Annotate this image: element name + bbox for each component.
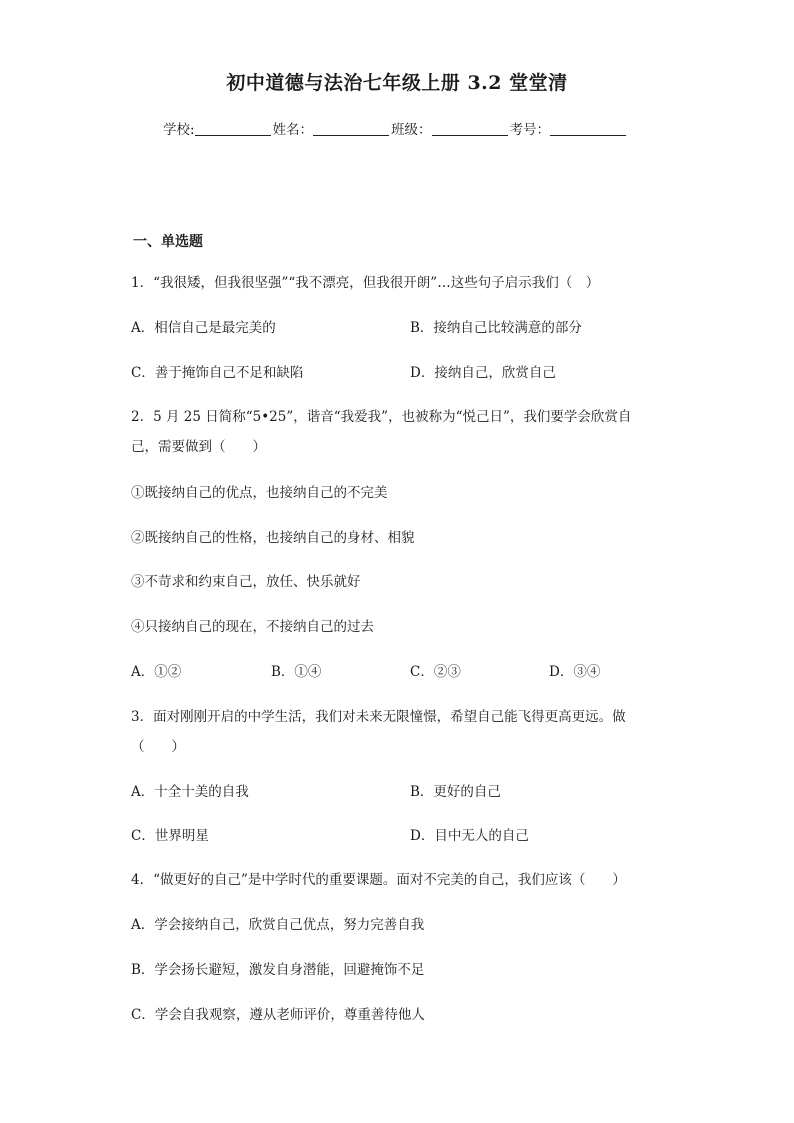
- school-blank: [195, 121, 271, 136]
- question-2-option-a[interactable]: A．①②: [131, 664, 182, 680]
- exam-number-blank: [550, 121, 626, 136]
- question-2-statement-2: ②既接纳自己的性格，也接纳自己的身材、相貌: [131, 530, 415, 546]
- question-2-stem-line-1: 2．5 月 25 日简称“5•25”，谐音“我爱我”，也被称为“悦己日”，我们要学会欣赏自: [131, 409, 632, 425]
- exam-number-label: 考号：: [509, 122, 551, 138]
- question-4-option-c[interactable]: C．学会自我观察，遵从老师评价，尊重善待他人: [131, 1007, 425, 1023]
- question-4-option-a[interactable]: A．学会接纳自己，欣赏自己优点，努力完善自我: [131, 917, 425, 933]
- question-3-stem-line-2: （ ）: [131, 739, 185, 755]
- question-2-option-d[interactable]: D．③④: [549, 664, 601, 680]
- name-blank: [313, 121, 389, 136]
- question-1-option-c[interactable]: C．善于掩饰自己不足和缺陷: [131, 365, 304, 381]
- student-info-line: [163, 118, 628, 138]
- question-1-stem: 1．“我很矮，但我很坚强”“我不漂亮，但我很开朗”…这些句子启示我们（ ）: [131, 275, 600, 291]
- name-label: 姓名：: [272, 122, 314, 138]
- question-1-option-d[interactable]: D．接纳自己，欣赏自己: [410, 365, 556, 381]
- page-title: 初中道德与法治七年级上册 3.2 堂堂清: [226, 72, 568, 94]
- question-3-option-d[interactable]: D．目中无人的自己: [410, 828, 529, 844]
- section-heading: 一、单选题: [133, 234, 203, 250]
- class-label: 班级：: [391, 122, 432, 138]
- question-3-option-c[interactable]: C．世界明星: [131, 828, 209, 844]
- question-3-stem-line-1: 3．面对刚刚开启的中学生活，我们对未来无限憧憬，希望自己能飞得更高更远。做: [131, 709, 626, 725]
- question-2-statement-1: ①既接纳自己的优点，也接纳自己的不完美: [131, 485, 388, 501]
- question-1-option-a[interactable]: A．相信自己是最完美的: [131, 320, 276, 336]
- question-2-statement-3: ③不苛求和约束自己，放任、快乐就好: [131, 574, 361, 590]
- question-3-option-b[interactable]: B．更好的自己: [410, 784, 501, 800]
- question-2-stem-line-2: 己，需要做到（ ）: [131, 439, 266, 455]
- question-4-stem: 4．“做更好的自己”是中学时代的重要课题。面对不完美的自己，我们应该（ ）: [131, 872, 626, 888]
- question-1-option-b[interactable]: B．接纳自己比较满意的部分: [410, 320, 582, 336]
- class-blank: [432, 121, 508, 136]
- question-3-option-a[interactable]: A．十全十美的自我: [131, 784, 249, 800]
- question-2-statement-4: ④只接纳自己的现在，不接纳自己的过去: [131, 619, 374, 635]
- question-2-option-c[interactable]: C．②③: [410, 664, 461, 680]
- question-4-option-b[interactable]: B．学会扬长避短，激发自身潜能，回避掩饰不足: [131, 962, 425, 978]
- school-label: 学校:: [163, 122, 195, 138]
- question-2-option-b[interactable]: B．①④: [271, 664, 322, 680]
